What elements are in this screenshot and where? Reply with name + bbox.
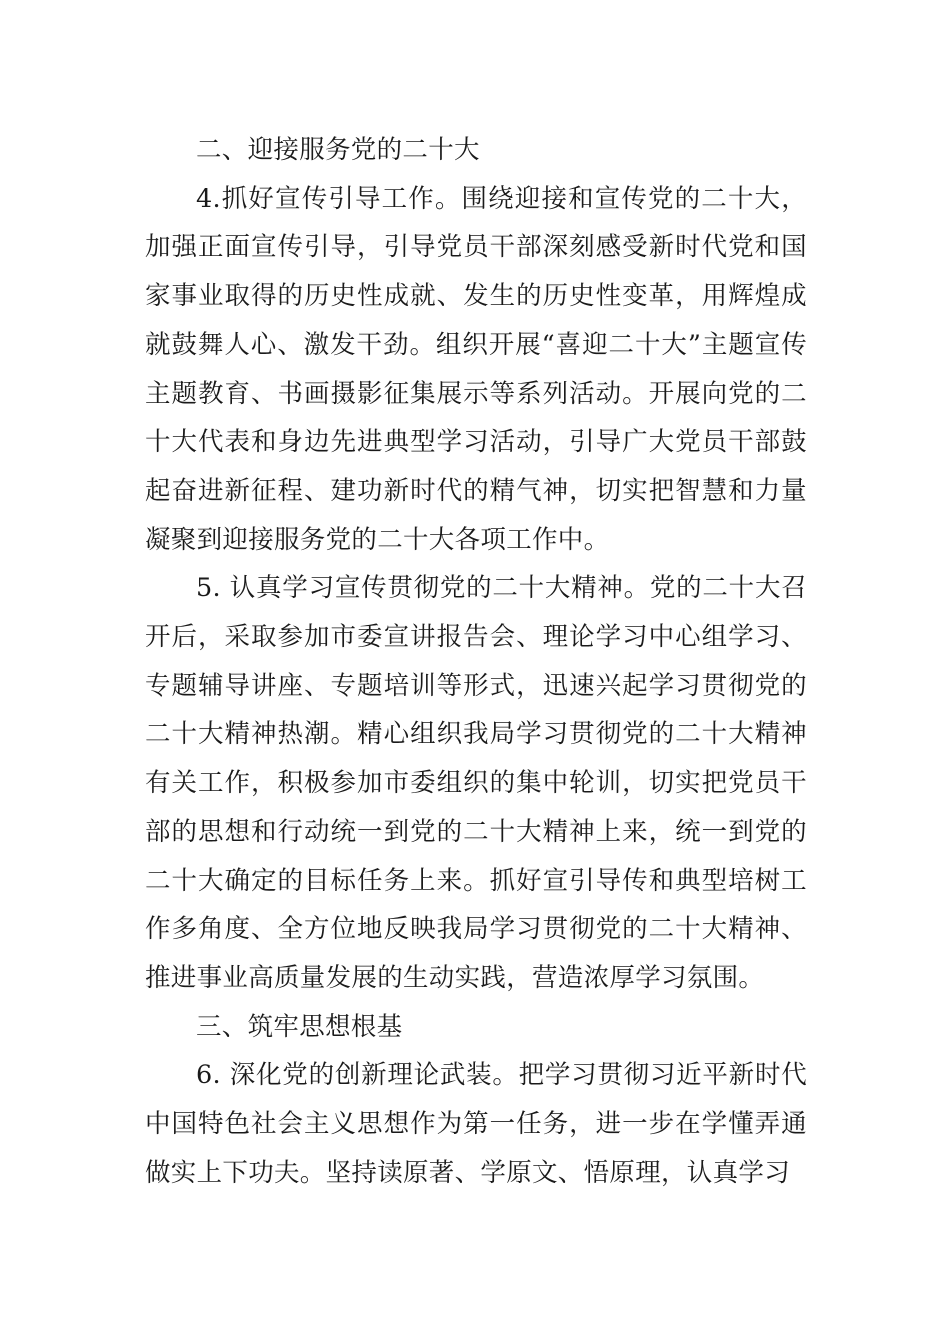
document-body: [145, 126, 807, 1197]
paragraph-item-4: 4.抓好宣传引导工作。围绕迎接和宣传党的二十大，加强正面宣传引导，引导党员干部深刻感受新时代党和国家事业取得的历史性成就、发生的历史性变革，用辉煌成就鼓舞人心、激发干劲。组织开展“喜迎二十大”主题宣传主题教育、书画摄影征集展示等系列活动。开展向党的二十大代表和身边先进典型学习活动，引导广大党员干部鼓起奋进新征程、建功新时代的精气神，切实把智慧和力量凝聚到迎接服务党的二十大各项工作中。: [145, 183, 807, 555]
paragraph-item-6: 6. 深化党的创新理论武装。把学习贯彻习近平新时代中国特色社会主义思想作为第一任务，进一步在学懂弄通做实上下功夫。坚持读原著、学原文、悟原理，认真学习: [145, 1060, 807, 1188]
paragraph-item-5: 5. 认真学习宣传贯彻党的二十大精神。党的二十大召开后，采取参加市委宣讲报告会、理论学习中心组学习、专题辅导讲座、专题培训等形式，迅速兴起学习贯彻党的二十大精神热潮。精心组织我局学习贯彻党的二十大精神有关工作，积极参加市委组织的集中轮训，切实把党员干部的思想和行动统一到党的二十大精神上来，统一到党的二十大确定的目标任务上来。抓好宣引导传和典型培树工作多角度、全方位地反映我局学习贯彻党的二十大精神、推进事业高质量发展的生动实践，营造浓厚学习氛围。: [145, 573, 807, 993]
section-heading-2: 二、迎接服务党的二十大: [196, 135, 480, 165]
section-heading-3: 三、筑牢思想根基: [196, 1011, 403, 1042]
